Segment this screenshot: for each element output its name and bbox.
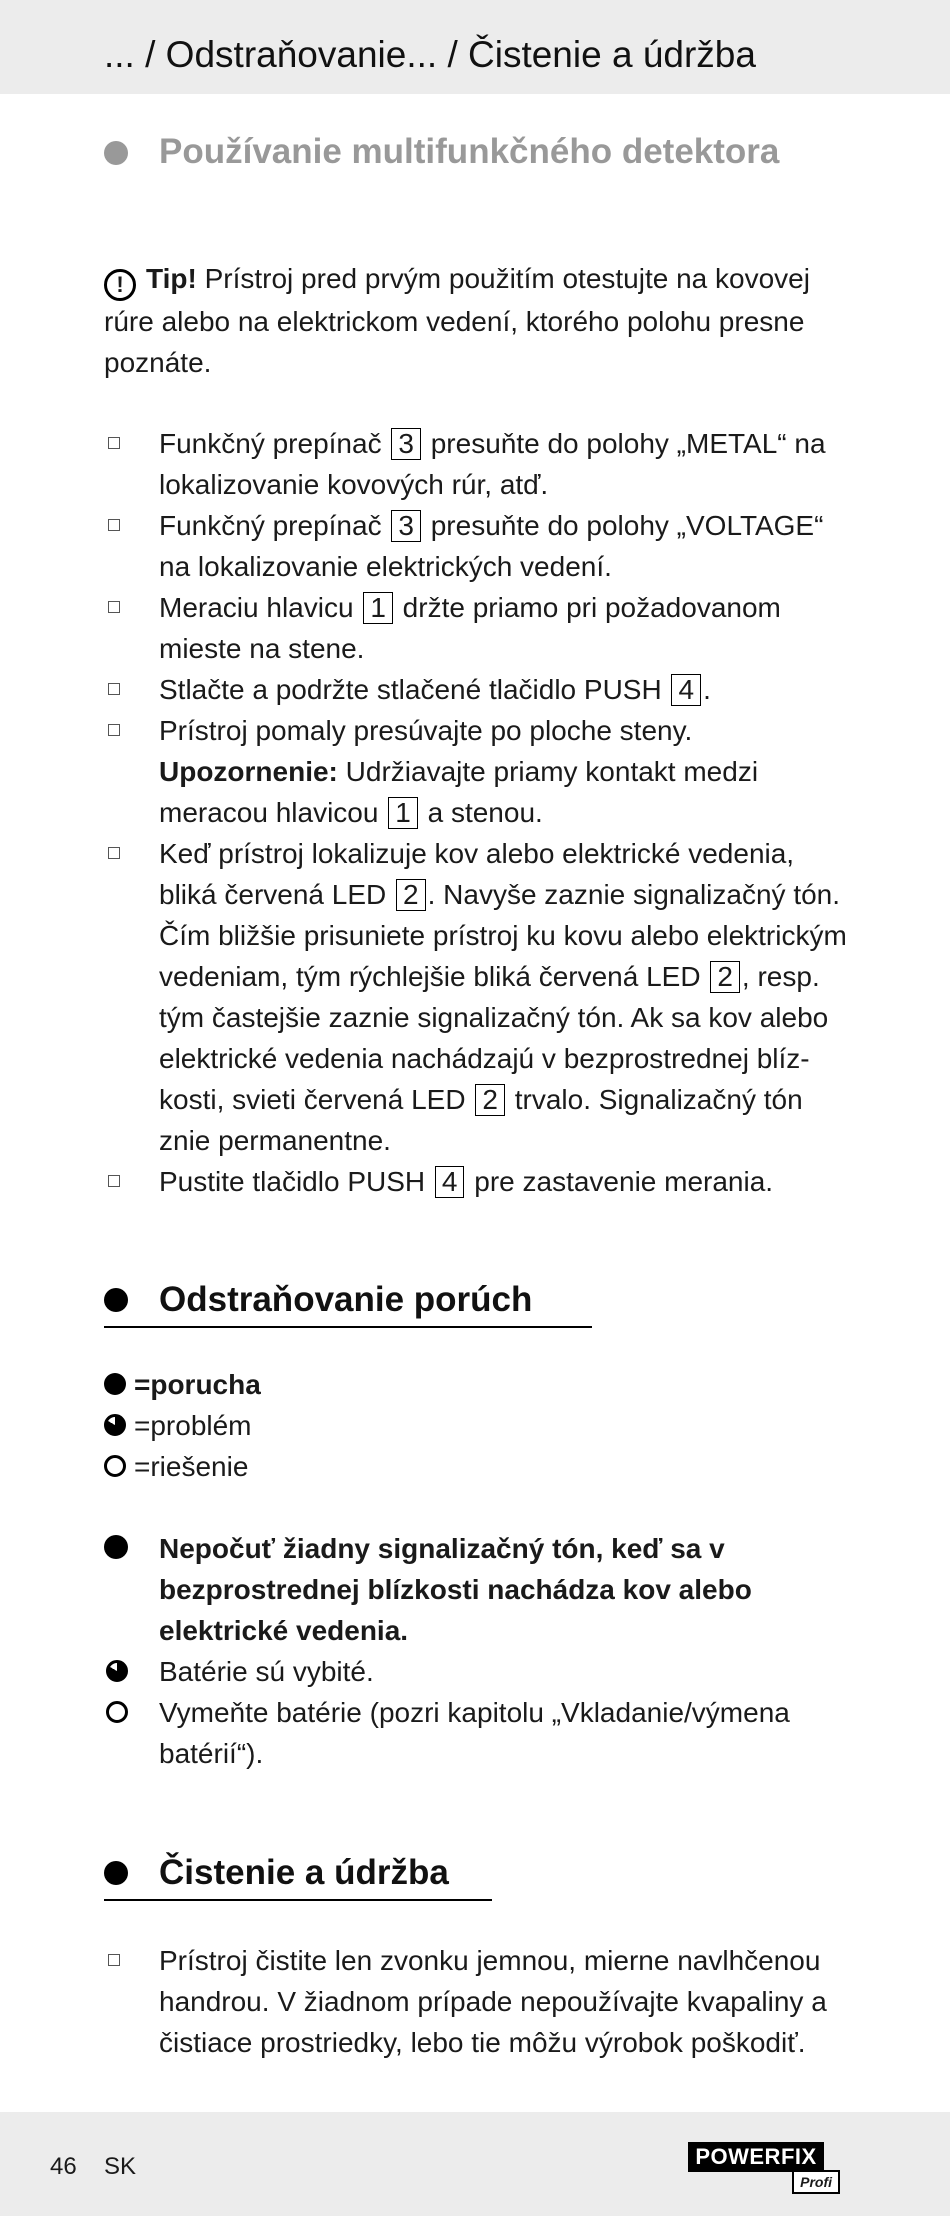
ref-box: 3 xyxy=(391,428,421,460)
language-code: SK xyxy=(104,2153,137,2180)
item-text: presuňte do polohy „METAL“ na lokalizovanie kovových rúr, atď. xyxy=(159,428,826,500)
tip-label: Tip! xyxy=(146,263,197,294)
item-text: Pustite tlačidlo PUSH xyxy=(159,1166,426,1197)
item-text: Udržiavajte priamy kontakt medzi meracou hlavicou xyxy=(159,756,759,828)
item-text: . xyxy=(703,674,711,705)
warning-label: Upozornenie: xyxy=(159,756,338,787)
ref-box: 2 xyxy=(475,1084,505,1116)
ref-box: 2 xyxy=(396,879,426,911)
square-bullet-icon xyxy=(108,1954,120,1966)
item-text: Keď prístroj lokalizuje kov alebo elektrické vedenia, bliká červená LED xyxy=(159,838,795,910)
ref-box: 1 xyxy=(363,592,393,624)
section-heading-use: Používanie multifunkčného detektora xyxy=(159,132,780,171)
legend-label: =porucha xyxy=(134,1369,261,1400)
empty-circle-icon xyxy=(104,1455,126,1477)
item-text: Funkčný prepínač xyxy=(159,510,382,541)
section-heading-clean: Čistenie a údržba xyxy=(159,1853,449,1892)
item-text: držte priamo pri požadovanom mieste na stene. xyxy=(159,592,781,664)
square-bullet-icon xyxy=(108,437,120,449)
problem-text: Batérie sú vybité. xyxy=(159,1656,374,1687)
item-text: Prístroj čistite len zvonku jemnou, mierne navlhčenou handrou. V žiadnom prípade nepoužívajte kvapaliny a čistiace prostriedky, lebo tie môžu výrobok poškodiť. xyxy=(159,1945,827,2058)
ref-box: 4 xyxy=(435,1166,465,1198)
item-text: presuňte do polohy „VOLTAGE“ na lokalizovanie elektrických vedení. xyxy=(159,510,824,582)
heading-underline xyxy=(104,1326,592,1328)
half-filled-circle-icon xyxy=(104,1414,126,1436)
item-text: Prístroj pomaly presúvajte po ploche steny. xyxy=(159,715,693,746)
section-bullet-icon xyxy=(104,1288,128,1312)
half-filled-circle-icon xyxy=(106,1660,128,1682)
page-number: 46 xyxy=(50,2153,77,2180)
ref-box: 2 xyxy=(710,961,740,993)
tip-text: Prístroj pred prvým použitím otestujte na kovovej rúre alebo na elektrickom vedení, ktorého polohu presne poznáte. xyxy=(104,263,810,378)
item-text: pre zastavenie merania. xyxy=(474,1166,774,1197)
legend-label: =riešenie xyxy=(134,1451,249,1482)
square-bullet-icon xyxy=(108,1175,120,1187)
item-text: Stlačte a podržte stlačené tlačidlo PUSH xyxy=(159,674,662,705)
section-bullet-icon xyxy=(104,1861,128,1885)
section-bullet-icon xyxy=(104,141,128,165)
solution-text: Vymeňte batérie (pozri kapitolu „Vkladanie/výmena batérií“). xyxy=(159,1697,790,1769)
item-text: Funkčný prepínač xyxy=(159,428,382,459)
item-text: , resp. tým častejšie zaznie signalizačný tón. Ak sa kov alebo elektrické vedenia nachádzajú v bezprostrednej blíz-kosti, svieti červená LED xyxy=(159,961,829,1115)
item-text: . Navyše zaznie signalizačný tón. Čím bližšie prisuniete prístroj ku kovu alebo elektrickým vedeniam, tým rýchlejšie bliká červená LED xyxy=(159,879,847,992)
square-bullet-icon xyxy=(108,683,120,695)
square-bullet-icon xyxy=(108,724,120,736)
ref-box: 3 xyxy=(391,510,421,542)
brand-logo xyxy=(688,2142,840,2192)
page-title: ... / Odstraňovanie... / Čistenie a údržba xyxy=(104,34,756,75)
ref-box: 1 xyxy=(388,797,418,829)
logo-wordmark: POWERFIX xyxy=(688,2142,824,2172)
fault-bullet-icon xyxy=(104,1535,128,1559)
square-bullet-icon xyxy=(108,519,120,531)
square-bullet-icon xyxy=(108,601,120,613)
item-text: Meraciu hlavicu xyxy=(159,592,354,623)
heading-underline xyxy=(104,1899,492,1901)
legend-label: =problém xyxy=(134,1410,252,1441)
logo-sub: Profi xyxy=(792,2170,840,2194)
square-bullet-icon xyxy=(108,847,120,859)
item-text: trvalo. Signalizačný tón znie permanentne. xyxy=(159,1084,803,1156)
section-heading-trouble: Odstraňovanie porúch xyxy=(159,1280,533,1319)
empty-circle-icon xyxy=(106,1701,128,1723)
item-text: a stenou. xyxy=(427,797,543,828)
ref-box: 4 xyxy=(671,674,701,706)
fault-text: Nepočuť žiadny signalizačný tón, keď sa v bezprostrednej blízkosti nachádza kov alebo elektrické vedenia. xyxy=(159,1533,752,1646)
exclamation-circle-icon: ! xyxy=(104,269,136,301)
filled-circle-icon xyxy=(104,1373,126,1395)
tip-paragraph xyxy=(104,258,844,383)
